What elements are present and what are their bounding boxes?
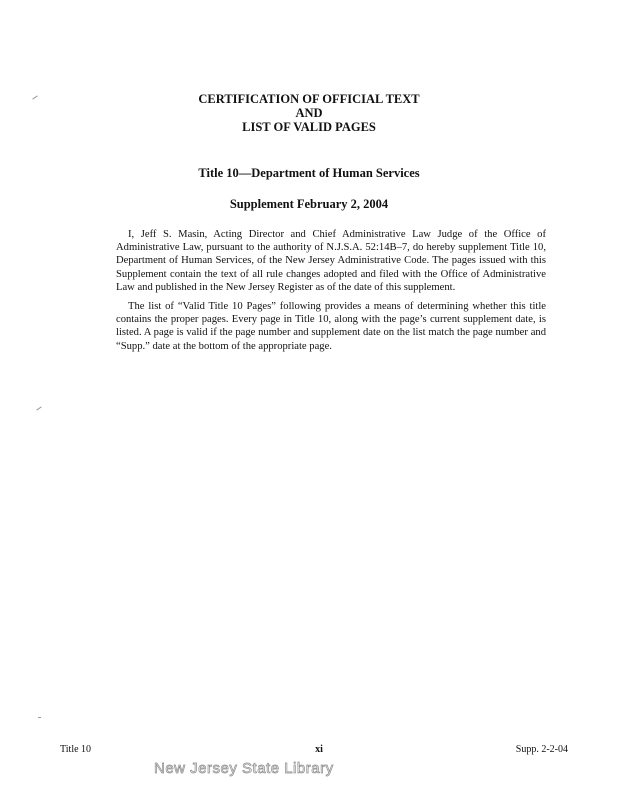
scan-speck <box>38 717 41 718</box>
footer-title: Title 10 <box>60 744 92 755</box>
scan-speck <box>36 406 41 410</box>
watermark-text: New Jersey State Library <box>154 760 334 777</box>
supplement-line: Supplement February 2, 2004 <box>229 197 389 211</box>
heading-line-1: CERTIFICATION OF OFFICIAL TEXT <box>198 92 420 106</box>
paragraph-certification: I, Jeff S. Masin, Acting Director and Chief Administrative Law Judge of the Office of Administrative Law, pursuant to the authority of N.J.S.A. 52:14B–7, do hereby supplement Title 10, Department of Human Services, of the New Jersey Administrative Code. The pages issued with this Supplement contain the text of all rule changes adopted and filed with the Office of Administrative Law and published in the New Jersey Register as of the date of this supplement. <box>116 229 546 293</box>
footer-page-number: xi <box>315 744 323 755</box>
body-text <box>116 228 546 359</box>
footer-supplement-date: Supp. 2-2-04 <box>515 744 568 755</box>
paragraph-valid-pages: The list of “Valid Title 10 Pages” following provides a means of determining whether this title contains the proper pages. Every page in Title 10, along with the page’s current supplement date, is listed. A page is valid if the page number and supplement date on the list match the page number and “Supp.” date at the bottom of the appropriate page. <box>116 301 546 352</box>
heading-line-2: AND <box>295 106 323 120</box>
document-heading <box>0 92 618 134</box>
title-line: Title 10—Department of Human Services <box>198 166 420 180</box>
library-watermark <box>150 757 370 779</box>
heading-line-3: LIST OF VALID PAGES <box>242 120 376 134</box>
